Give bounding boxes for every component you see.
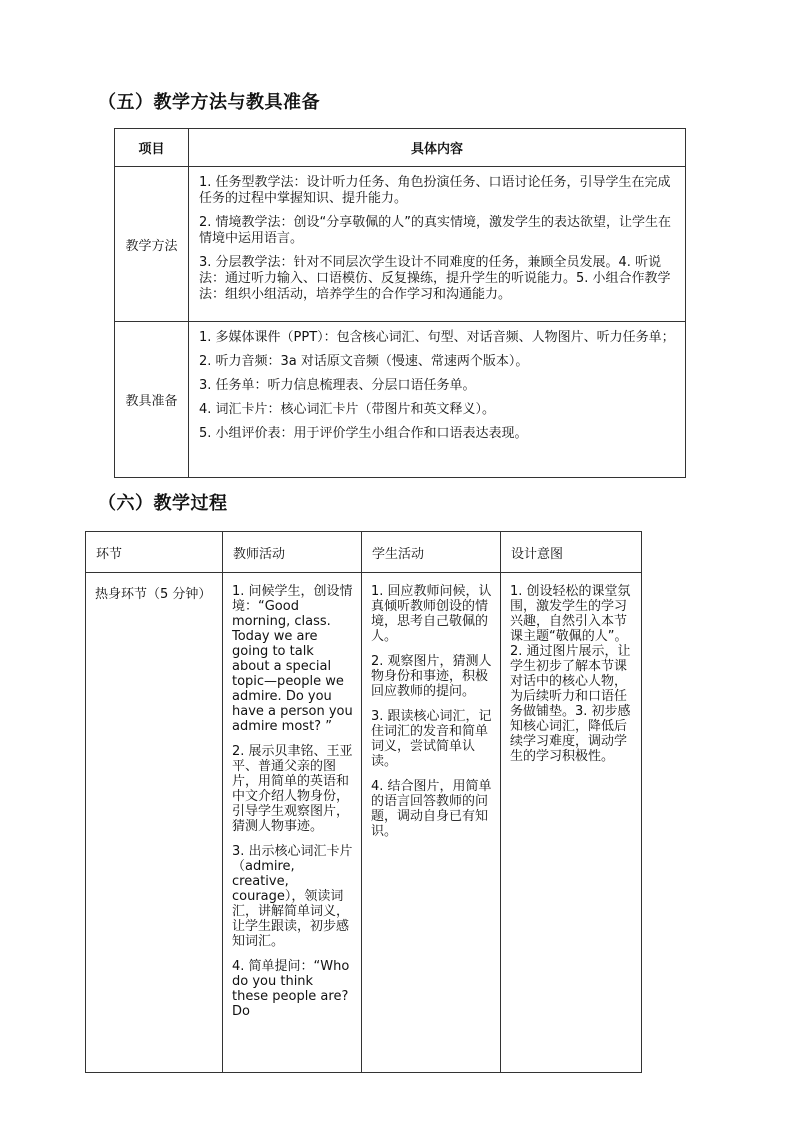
list-item: 1. 创设轻松的课堂氛围，激发学生的学习兴趣，自然引入本节课主题“敬佩的人”。2. 通过图片展示，让学生初步了解本节课对话中的核心人物，为后续听力和口语任务做铺垫。3. 初步感知核心词汇，降低后续学习难度，调动学生的学习积极性。	[510, 584, 631, 764]
methods-table	[114, 128, 686, 478]
list-item: 2. 观察图片，猜测人物身份和事迹，积极回应教师的提问。	[371, 654, 492, 699]
table-row	[115, 167, 686, 322]
list-item: 4. 结合图片，用简单的语言回答教师的问题，调动自身已有知识。	[371, 779, 492, 839]
list-item: 4. 简单提问：“Who do you think these people are? Do	[232, 959, 350, 1019]
header-intent: 设计意图	[501, 532, 642, 573]
list-item: 4. 词汇卡片：核心词汇卡片（带图片和英文释义）。	[199, 402, 496, 417]
list-item: 1. 任务型教学法：设计听力任务、角色扮演任务、口语讨论任务，引导学生在完成任务的过程中掌握知识、提升能力。	[199, 175, 671, 206]
table-header-row	[86, 532, 642, 573]
table-row	[86, 573, 642, 1073]
list-item: 1. 回应教师问候，认真倾听教师创设的情境，思考自己敬佩的人。	[371, 584, 492, 644]
table-row	[115, 322, 686, 478]
list-item: 2. 情境教学法：创设“分享敬佩的人”的真实情境，激发学生的表达欲望，让学生在情境中运用语言。	[199, 215, 672, 246]
table-header-row	[115, 129, 686, 167]
row-label: 教具准备	[115, 322, 189, 478]
process-table	[85, 531, 642, 1073]
header-item: 项目	[115, 129, 189, 167]
header-stage: 环节	[86, 532, 223, 573]
header-teacher: 教师活动	[223, 532, 362, 573]
list-item: 2. 展示贝聿铭、王亚平、普通父亲的图片，用简单的英语和中文介绍人物身份，引导学生观察图片，猜测人物事迹。	[232, 744, 353, 834]
teacher-cell	[223, 573, 362, 1073]
student-cell	[362, 573, 501, 1073]
list-item: 5. 小组评价表：用于评价学生小组合作和口语表达表现。	[199, 426, 528, 441]
section-heading-methods: （五）教学方法与教具准备	[98, 92, 320, 113]
header-content: 具体内容	[189, 129, 686, 167]
list-item: 3. 出示核心词汇卡片（admire, creative, courage），领读词汇，讲解简单词义，让学生跟读，初步感知词汇。	[232, 844, 353, 949]
list-item: 3. 分层教学法：针对不同层次学生设计不同难度的任务，兼顾全员发展。4. 听说法：通过听力输入、口语模仿、反复操练，提升学生的听说能力。5. 小组合作教学法：组织小组活动，培养学生的合作学习和沟通能力。	[199, 255, 671, 302]
row-content	[189, 322, 686, 478]
header-student: 学生活动	[362, 532, 501, 573]
section-heading-process: （六）教学过程	[98, 493, 228, 514]
list-item: 2. 听力音频：3a 对话原文音频（慢速、常速两个版本）。	[199, 354, 529, 369]
intent-cell	[501, 573, 642, 1073]
row-label: 教学方法	[115, 167, 189, 322]
list-item: 1. 多媒体课件（PPT）：包含核心词汇、句型、对话音频、人物图片、听力任务单；	[199, 330, 675, 345]
stage-cell: 热身环节（5 分钟）	[86, 573, 223, 1073]
list-item: 1. 问候学生，创设情境：“Good morning, class. Today we are going to talk about a special topic—people we admire. Do you have a person you admire most? ”	[232, 584, 353, 734]
row-content	[189, 167, 686, 322]
list-item: 3. 任务单：听力信息梳理表、分层口语任务单。	[199, 378, 476, 393]
list-item: 3. 跟读核心词汇，记住词汇的发音和简单词义，尝试简单认读。	[371, 709, 492, 769]
